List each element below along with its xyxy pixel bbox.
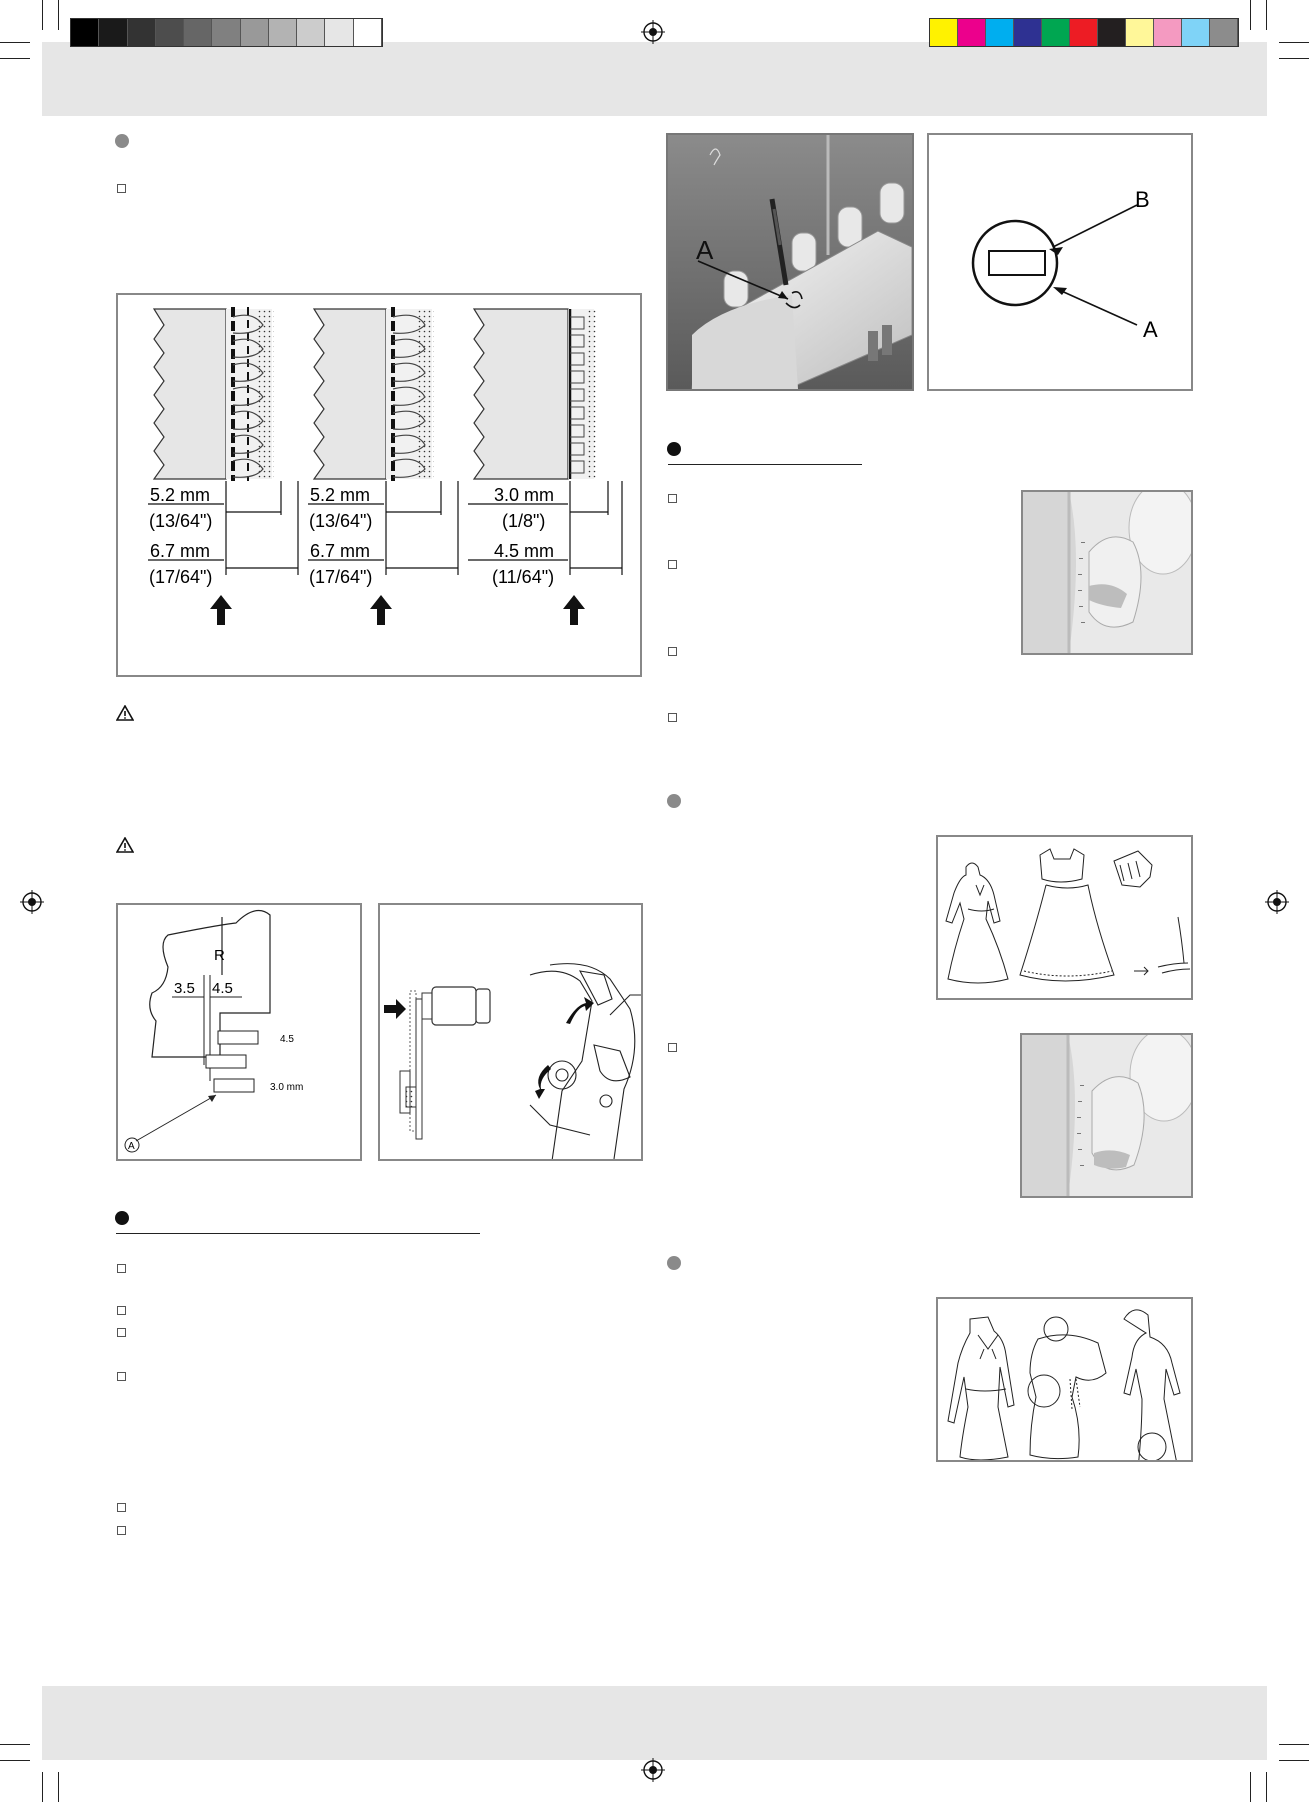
- stitch-width-top-mm: 5.2 mm: [150, 485, 211, 505]
- stitch-width-top-in: (1/8"): [502, 511, 546, 531]
- color-swatch: [1070, 19, 1098, 46]
- figure-dresses-sketch: [936, 1297, 1193, 1462]
- section-bullet-black: [115, 1211, 129, 1225]
- color-swatch: [1098, 19, 1126, 46]
- stitch-panel: [314, 307, 434, 481]
- figure-machine-photo: [666, 133, 914, 391]
- registration-mark-icon: [1265, 890, 1289, 914]
- crop-mark: [1250, 1772, 1251, 1802]
- needle-label-r: R: [214, 947, 225, 964]
- stitch-width-bottom-mm: 4.5 mm: [494, 541, 555, 561]
- section-underline: [668, 464, 862, 465]
- color-swatch: [156, 19, 184, 46]
- color-swatch: [269, 19, 297, 46]
- footer-band: [42, 1686, 1267, 1760]
- crop-mark: [0, 1744, 30, 1745]
- figure-knife-mechanism: [378, 903, 643, 1161]
- crop-mark: [1279, 1760, 1309, 1761]
- crop-mark: [0, 42, 30, 43]
- color-swatch: [212, 19, 240, 46]
- figure-needle-position: [116, 903, 362, 1161]
- crop-mark: [1266, 0, 1267, 30]
- dial-label-a: A: [1143, 317, 1158, 342]
- stitch-width-top-in: (13/64"): [309, 511, 373, 531]
- stitch-width-top-in: (13/64"): [149, 511, 213, 531]
- color-swatch: [184, 19, 212, 46]
- list-checkbox: [117, 1526, 126, 1535]
- color-calibration-bar: [929, 18, 1239, 47]
- photo-label-a: A: [696, 235, 714, 265]
- color-swatch: [1014, 19, 1042, 46]
- slot-label-lower: 3.0 mm: [270, 1082, 304, 1093]
- list-checkbox: [668, 494, 677, 503]
- color-swatch: [986, 19, 1014, 46]
- arrow-up-icon: [370, 595, 392, 625]
- color-swatch: [1182, 19, 1210, 46]
- color-swatch: [958, 19, 986, 46]
- registration-mark-icon: [641, 1758, 665, 1782]
- stitch-width-diagram: [118, 295, 640, 675]
- arrow-up-icon: [563, 595, 585, 625]
- color-swatch: [297, 19, 325, 46]
- stitch-width-bottom-mm: 6.7 mm: [310, 541, 371, 561]
- color-swatch: [99, 19, 127, 46]
- crop-mark: [42, 1772, 43, 1802]
- crop-mark: [1279, 58, 1309, 59]
- section-bullet-black: [667, 442, 681, 456]
- crop-mark: [1279, 42, 1309, 43]
- stitch-width-bottom-mm: 6.7 mm: [150, 541, 211, 561]
- list-checkbox: [668, 647, 677, 656]
- crop-mark: [42, 0, 43, 30]
- stitch-width-top-mm: 3.0 mm: [494, 485, 555, 505]
- list-checkbox: [117, 1306, 126, 1315]
- figure-dial-detail: [927, 133, 1193, 391]
- stitch-panel: [154, 307, 274, 481]
- color-swatch: [1042, 19, 1070, 46]
- crop-mark: [1279, 1744, 1309, 1745]
- crop-mark: [58, 0, 59, 30]
- figure-garments-sketch: [936, 835, 1193, 1000]
- list-checkbox: [117, 1503, 126, 1512]
- color-swatch: [241, 19, 269, 46]
- crop-mark: [1250, 0, 1251, 30]
- registration-mark-icon: [20, 890, 44, 914]
- list-checkbox: [117, 1372, 126, 1381]
- header-band: [42, 42, 1267, 116]
- needle-label-right: 4.5: [212, 980, 233, 997]
- warning-triangle-icon: [116, 837, 134, 853]
- stitch-width-top-mm: 5.2 mm: [310, 485, 371, 505]
- crop-mark: [0, 58, 30, 59]
- color-swatch: [71, 19, 99, 46]
- needle-label-left: 3.5: [174, 980, 195, 997]
- crop-mark: [0, 1760, 30, 1761]
- section-bullet-gray: [667, 1256, 681, 1270]
- registration-mark-icon: [641, 20, 665, 44]
- stitch-panel: [474, 309, 596, 479]
- list-checkbox: [117, 184, 126, 193]
- color-swatch: [1126, 19, 1154, 46]
- list-checkbox: [117, 1264, 126, 1273]
- section-bullet-gray: [667, 794, 681, 808]
- warning-triangle-icon: [116, 705, 134, 721]
- list-checkbox: [668, 713, 677, 722]
- list-checkbox: [117, 1328, 126, 1337]
- section-underline: [116, 1233, 480, 1234]
- color-swatch: [128, 19, 156, 46]
- gray-scale-bar: [70, 18, 383, 47]
- figure-dial-photo: [1021, 490, 1193, 655]
- list-checkbox: [668, 1043, 677, 1052]
- figure-dial-photo: [1020, 1033, 1193, 1198]
- slot-label-upper: 4.5: [280, 1034, 294, 1045]
- stitch-width-bottom-in: (17/64"): [309, 567, 373, 587]
- figure-stitch-widths: [116, 293, 642, 677]
- crop-mark: [58, 1772, 59, 1802]
- color-swatch: [354, 19, 382, 46]
- crop-mark: [1266, 1772, 1267, 1802]
- color-swatch: [1154, 19, 1182, 46]
- stitch-width-bottom-in: (17/64"): [149, 567, 213, 587]
- color-swatch: [1210, 19, 1238, 46]
- color-swatch: [325, 19, 353, 46]
- stitch-width-bottom-in: (11/64"): [492, 567, 555, 587]
- marker-label-a: A: [128, 1141, 135, 1152]
- color-swatch: [930, 19, 958, 46]
- dial-label-b: B: [1135, 187, 1150, 212]
- section-bullet-gray: [115, 134, 129, 148]
- arrow-up-icon: [210, 595, 232, 625]
- list-checkbox: [668, 560, 677, 569]
